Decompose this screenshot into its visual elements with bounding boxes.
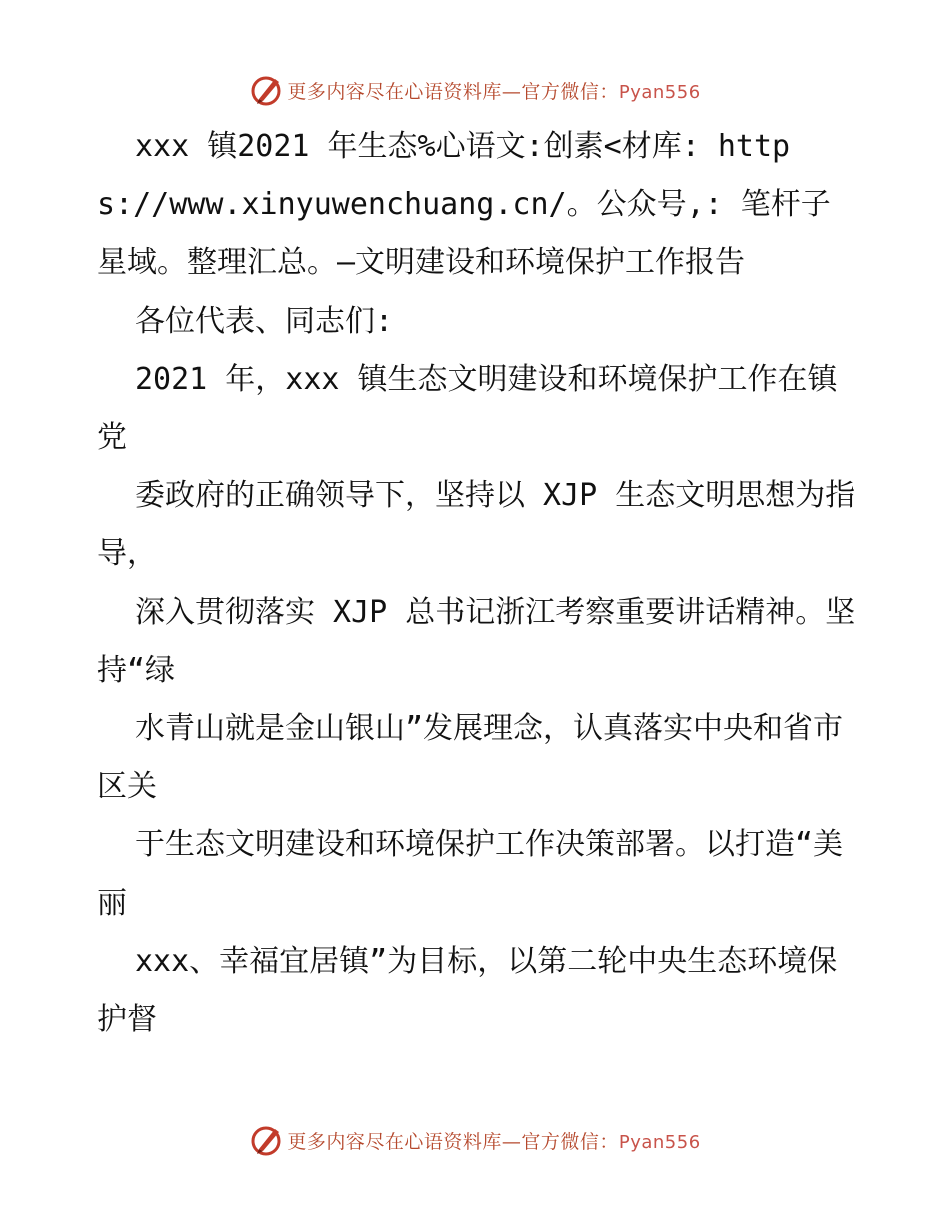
paragraph: xxx、幸福宜居镇”为目标，以第二轮中央生态环境保护督 [97,943,838,1038]
banner-text [287,77,700,104]
footer-banner[interactable] [0,1120,950,1160]
paragraph: 深入贯彻落实 XJP 总书记浙江考察重要讲话精神。坚持“绿 [97,594,856,688]
banner-slogan: 更多内容尽在心语资料库 [287,80,502,103]
banner-wechat-id: Pyan556 [618,1131,701,1153]
paragraph: 于生态文明建设和环境保护工作决策部署。以打造“美丽 [97,827,844,921]
banner-label: 官方微信： [521,1130,619,1153]
banner-separator: — [501,80,522,103]
paragraph: 水青山就是金山银山”发展理念，认真落实中央和省市区关 [97,711,844,805]
paragraph-greeting: 各位代表、同志们: [135,303,394,339]
banner-text [287,1127,700,1154]
paragraph: 委政府的正确领导下，坚持以 XJP 生态文明思想为指导， [97,478,856,572]
header-banner[interactable] [0,70,950,110]
banner-label: 官方微信： [521,80,619,103]
paragraph-title: xxx 镇2021 年生态%心语文:创素<材库: https://www.xinyuwenchuang.cn/。公众号,: 笔杆子星域。整理汇总。—文明建设和环境保护工作报告 [97,129,831,281]
banner-wechat-id: Pyan556 [618,81,701,103]
banner-separator: — [501,1130,522,1153]
banner-slogan: 更多内容尽在心语资料库 [287,1130,502,1153]
paragraph: 2021 年，xxx 镇生态文明建设和环境保护工作在镇党 [97,361,838,456]
document-body [97,118,857,1049]
pen-logo-icon [249,1123,283,1157]
pen-logo-icon [249,73,283,107]
